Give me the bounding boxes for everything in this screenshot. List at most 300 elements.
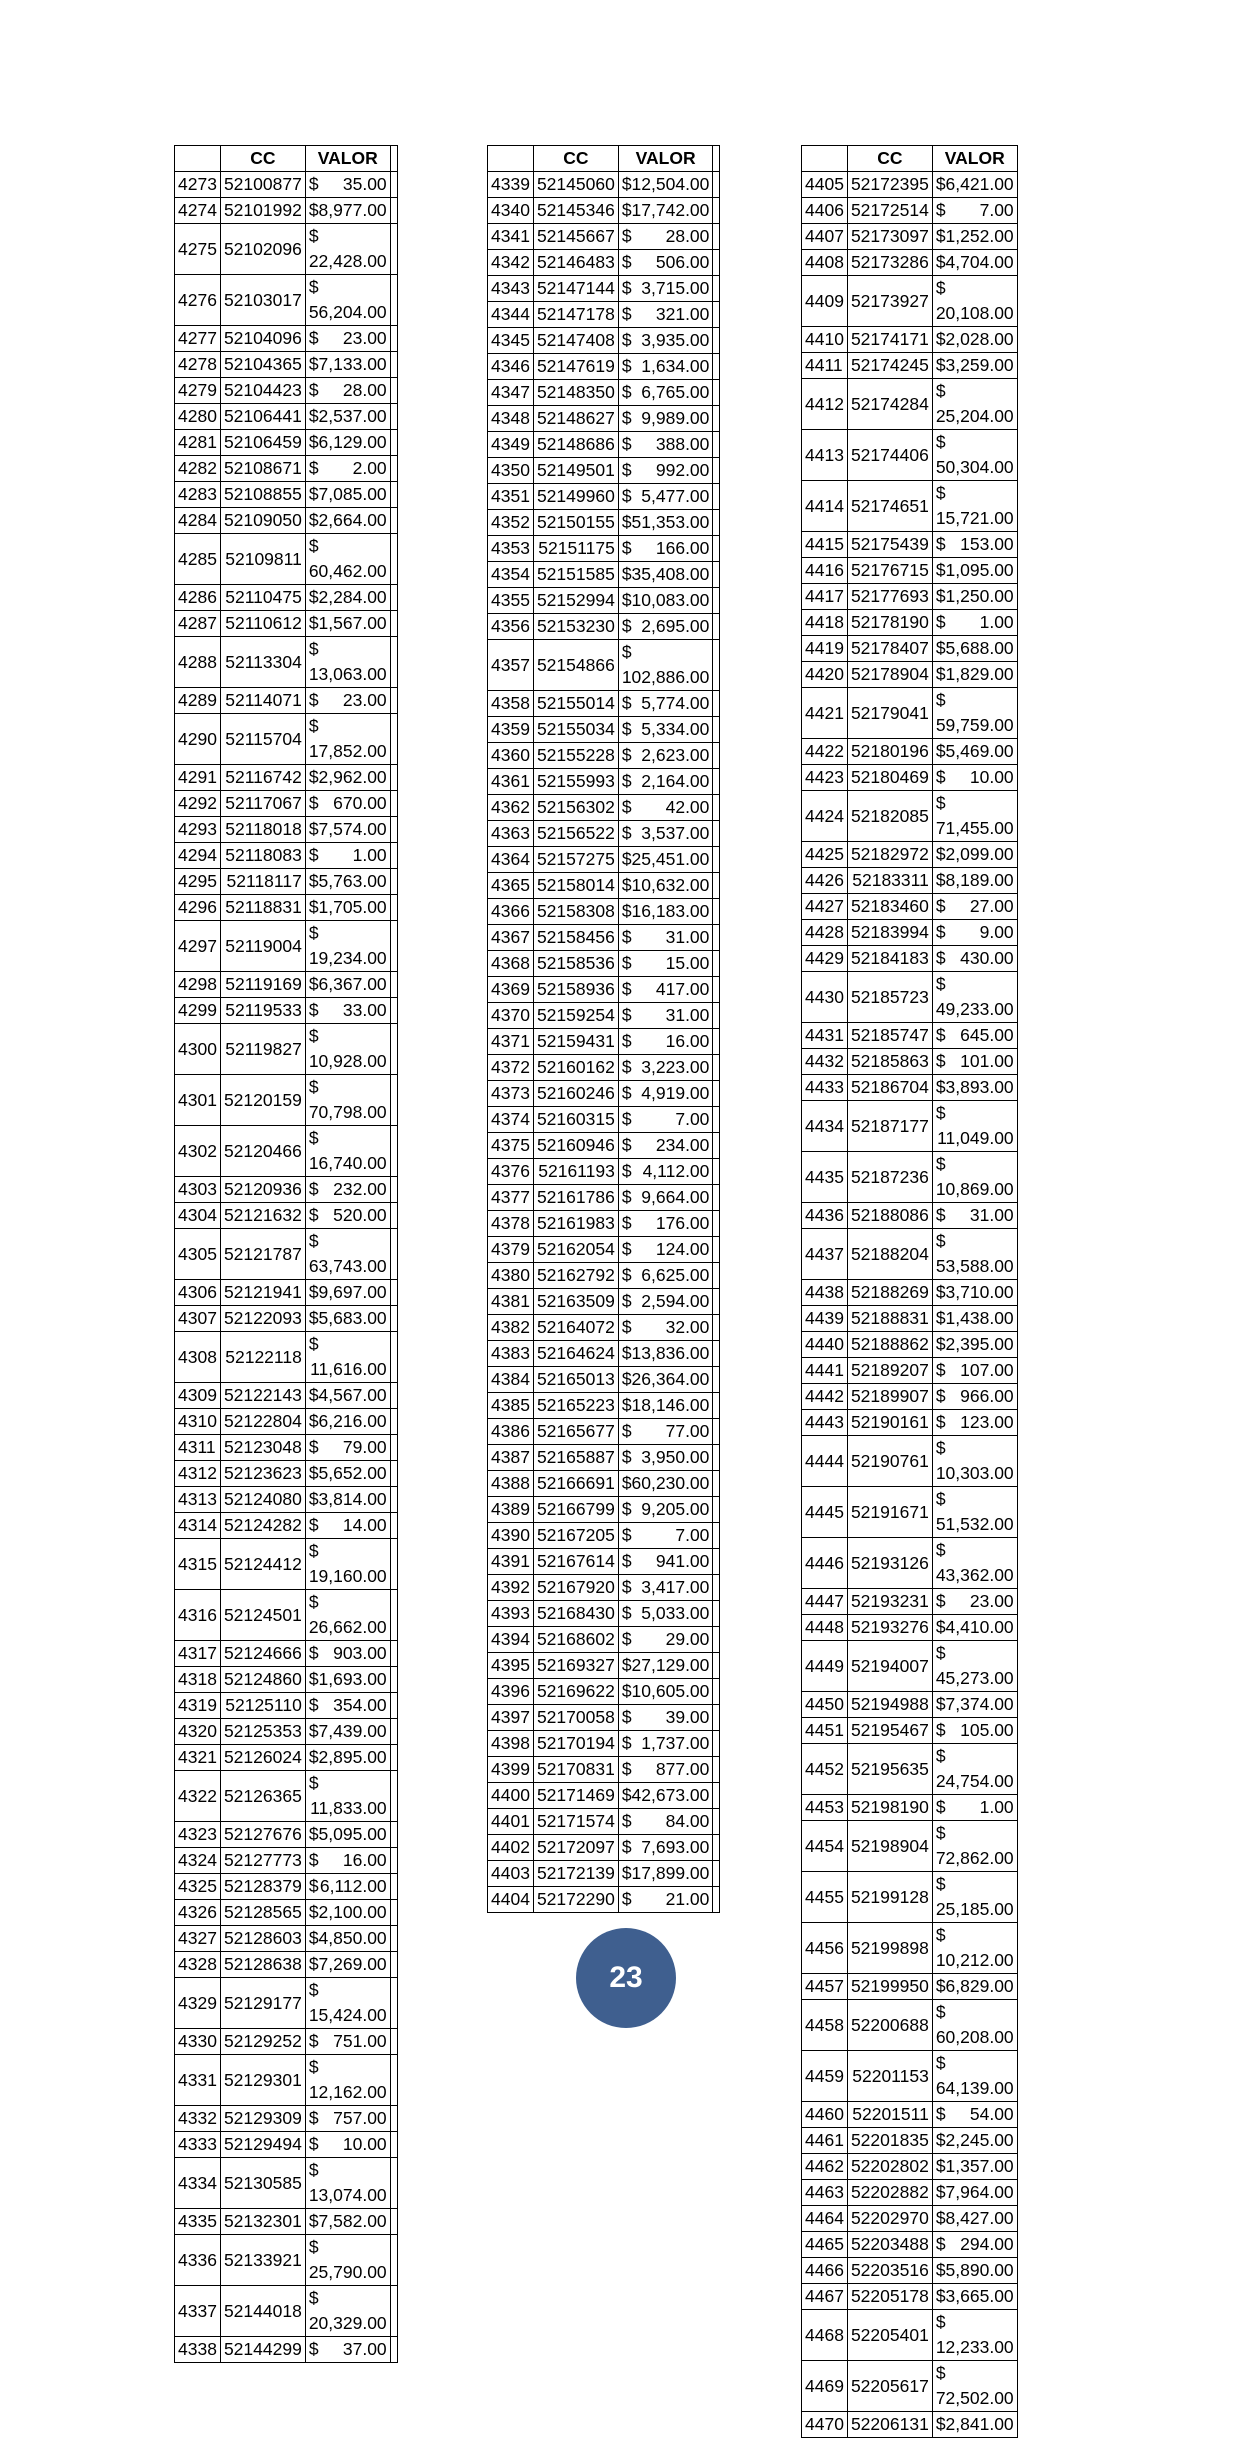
gap-column: [390, 2158, 397, 2209]
currency-symbol: $: [308, 458, 319, 478]
row-number: 4279: [175, 378, 221, 404]
currency-symbol: $: [935, 1282, 946, 1302]
valor-cell: [305, 1900, 390, 1926]
valor-cell: [618, 562, 713, 588]
cc-value: 52155034: [533, 717, 618, 743]
table-row: [802, 1152, 1018, 1203]
table-row: [488, 432, 720, 458]
currency-symbol: $: [621, 1369, 632, 1389]
row-number: 4318: [175, 1667, 221, 1693]
cc-value: 52161786: [533, 1185, 618, 1211]
row-number: 4380: [488, 1263, 534, 1289]
currency-symbol: $: [308, 845, 319, 865]
table-row: [488, 1003, 720, 1029]
table-row: [175, 482, 398, 508]
valor-cell: [305, 430, 390, 456]
currency-symbol: $: [935, 278, 946, 298]
valor-cell: [618, 302, 713, 328]
currency-symbol: $: [308, 1541, 319, 1561]
row-number: 4351: [488, 484, 534, 510]
row-number: 4429: [802, 946, 848, 972]
gap-column: [713, 172, 720, 198]
table-row: [488, 354, 720, 380]
row-number: 4418: [802, 610, 848, 636]
gap-column: [390, 326, 397, 352]
table-row: [175, 585, 398, 611]
table-row: [488, 1159, 720, 1185]
valor-cell: [305, 2158, 390, 2209]
valor-amount: 25,790.00: [308, 2262, 387, 2282]
currency-symbol: $: [935, 690, 946, 710]
valor-cell: [305, 1926, 390, 1952]
valor-cell: [305, 585, 390, 611]
gap-column: [390, 688, 397, 714]
cc-value: 52123623: [220, 1461, 305, 1487]
valor-amount: 10,303.00: [935, 1463, 1014, 1483]
currency-symbol: $: [935, 226, 946, 246]
gap-column: [390, 430, 397, 456]
valor-cell: [932, 1203, 1017, 1229]
valor-amount: 26,364.00: [631, 1369, 710, 1389]
table-row: [175, 688, 398, 714]
valor-amount: 1.00: [979, 612, 1014, 632]
cc-value: 52189907: [847, 1384, 932, 1410]
table-row: [175, 1306, 398, 1332]
currency-symbol: $: [621, 330, 632, 350]
table-row: [175, 972, 398, 998]
cc-value: 52185863: [847, 1049, 932, 1075]
table-row: [175, 1229, 398, 1280]
currency-symbol: $: [935, 560, 946, 580]
row-number: 4414: [802, 481, 848, 532]
table-row: [175, 198, 398, 224]
cc-value: 52168602: [533, 1627, 618, 1653]
table-row: [802, 791, 1018, 842]
valor-amount: 2,623.00: [641, 745, 710, 765]
valor-amount: 153.00: [960, 534, 1014, 554]
valor-cell: [932, 198, 1017, 224]
currency-symbol: $: [308, 1902, 319, 1922]
table-row: [488, 1367, 720, 1393]
valor-amount: 10.00: [969, 767, 1014, 787]
valor-amount: 1,737.00: [641, 1733, 710, 1753]
valor-amount: 19,160.00: [308, 1566, 387, 1586]
valor-cell: [305, 1024, 390, 1075]
gap-column: [713, 1315, 720, 1341]
gap-column: [390, 637, 397, 688]
valor-amount: 6,625.00: [641, 1265, 710, 1285]
table-row: [488, 198, 720, 224]
gap-column: [390, 1719, 397, 1745]
header-number: [488, 146, 534, 172]
table-row: [175, 817, 398, 843]
currency-symbol: $: [935, 1438, 946, 1458]
row-number: 4443: [802, 1410, 848, 1436]
cc-value: 52187177: [847, 1101, 932, 1152]
table-row: [802, 1872, 1018, 1923]
valor-cell: [932, 1410, 1017, 1436]
cc-value: 52122093: [220, 1306, 305, 1332]
valor-amount: 3,950.00: [641, 1447, 710, 1467]
valor-amount: 10,212.00: [935, 1950, 1014, 1970]
valor-amount: 1,095.00: [945, 560, 1014, 580]
row-number: 4458: [802, 2000, 848, 2051]
valor-amount: 5,095.00: [318, 1824, 387, 1844]
valor-cell: [932, 2128, 1017, 2154]
cc-value: 52160246: [533, 1081, 618, 1107]
currency-symbol: $: [308, 1308, 319, 1328]
cc-value: 52148627: [533, 406, 618, 432]
valor-cell: [618, 328, 713, 354]
table-row: [175, 1383, 398, 1409]
gap-column: [390, 404, 397, 430]
row-number: 4365: [488, 873, 534, 899]
cc-value: 52162792: [533, 1263, 618, 1289]
table-row: [802, 172, 1018, 198]
valor-cell: [618, 588, 713, 614]
currency-symbol: $: [308, 587, 319, 607]
cc-value: 52114071: [220, 688, 305, 714]
valor-cell: [305, 1306, 390, 1332]
row-number: 4326: [175, 1900, 221, 1926]
gap-column: [390, 1822, 397, 1848]
row-number: 4333: [175, 2132, 221, 2158]
table-row: [175, 998, 398, 1024]
table-row: [488, 1185, 720, 1211]
currency-symbol: $: [308, 613, 319, 633]
table-row: [802, 662, 1018, 688]
table-row: [802, 1692, 1018, 1718]
currency-symbol: $: [308, 174, 319, 194]
cc-value: 52110612: [220, 611, 305, 637]
gap-column: [713, 1393, 720, 1419]
valor-amount: 5,774.00: [641, 693, 710, 713]
currency-symbol: $: [621, 1863, 632, 1883]
table-row: [175, 843, 398, 869]
table-row: [802, 972, 1018, 1023]
currency-symbol: $: [621, 1213, 632, 1233]
valor-cell: [932, 2412, 1017, 2438]
valor-cell: [305, 1745, 390, 1771]
row-number: 4352: [488, 510, 534, 536]
currency-symbol: $: [935, 1746, 946, 1766]
valor-cell: [618, 873, 713, 899]
row-number: 4299: [175, 998, 221, 1024]
cc-value: 52170058: [533, 1705, 618, 1731]
currency-symbol: $: [308, 226, 319, 246]
valor-cell: [618, 1055, 713, 1081]
valor-cell: [305, 714, 390, 765]
valor-cell: [618, 1367, 713, 1393]
currency-symbol: $: [935, 1694, 946, 1714]
currency-symbol: $: [621, 1525, 632, 1545]
table-row: [488, 614, 720, 640]
currency-symbol: $: [935, 174, 946, 194]
currency-symbol: $: [621, 512, 632, 532]
table-row: [802, 198, 1018, 224]
valor-amount: 176.00: [655, 1213, 710, 1233]
gap-column: [713, 328, 720, 354]
currency-symbol: $: [621, 434, 632, 454]
valor-amount: 15,721.00: [935, 508, 1014, 528]
cc-value: 52148686: [533, 432, 618, 458]
valor-cell: [305, 2029, 390, 2055]
valor-cell: [305, 1487, 390, 1513]
table-row: [175, 378, 398, 404]
valor-cell: [618, 536, 713, 562]
valor-cell: [305, 2337, 390, 2363]
cc-value: 52129494: [220, 2132, 305, 2158]
currency-symbol: $: [935, 2286, 946, 2306]
cc-value: 52186704: [847, 1075, 932, 1101]
valor-cell: [618, 717, 713, 743]
cc-value: 52205178: [847, 2284, 932, 2310]
cc-value: 52170831: [533, 1757, 618, 1783]
valor-amount: 11,616.00: [310, 1359, 387, 1379]
row-number: 4438: [802, 1280, 848, 1306]
valor-amount: 107.00: [960, 1360, 1014, 1380]
row-number: 4324: [175, 1848, 221, 1874]
cc-value: 52201835: [847, 2128, 932, 2154]
valor-amount: 1,829.00: [945, 664, 1014, 684]
valor-cell: [618, 276, 713, 302]
currency-symbol: $: [308, 923, 319, 943]
valor-amount: 102,886.00: [621, 667, 710, 687]
table-row: [488, 951, 720, 977]
table-row: [802, 1974, 1018, 2000]
row-number: 4440: [802, 1332, 848, 1358]
table-row: [175, 1900, 398, 1926]
table-row: [802, 1615, 1018, 1641]
gap-column: [390, 1280, 397, 1306]
valor-cell: [618, 1471, 713, 1497]
cc-value: 52177693: [847, 584, 932, 610]
currency-symbol: $: [308, 1721, 319, 1741]
row-number: 4359: [488, 717, 534, 743]
cc-value: 52130585: [220, 2158, 305, 2209]
valor-amount: 751.00: [333, 2031, 387, 2051]
currency-symbol: $: [621, 849, 632, 869]
row-number: 4390: [488, 1523, 534, 1549]
currency-symbol: $: [935, 2312, 946, 2332]
valor-amount: 966.00: [960, 1386, 1014, 1406]
row-number: 4335: [175, 2209, 221, 2235]
currency-symbol: $: [308, 767, 319, 787]
valor-cell: [618, 406, 713, 432]
valor-cell: [305, 869, 390, 895]
valor-cell: [932, 2051, 1017, 2102]
currency-symbol: $: [621, 1603, 632, 1623]
row-number: 4332: [175, 2106, 221, 2132]
gap-column: [390, 2106, 397, 2132]
currency-symbol: $: [308, 1334, 319, 1354]
cc-value: 52115704: [220, 714, 305, 765]
gap-column: [390, 817, 397, 843]
table-row: [488, 925, 720, 951]
gap-column: [713, 380, 720, 406]
valor-amount: 16,183.00: [631, 901, 710, 921]
cc-value: 52151175: [533, 536, 618, 562]
currency-symbol: $: [621, 538, 632, 558]
valor-amount: 3,537.00: [641, 823, 710, 843]
gap-column: [390, 1926, 397, 1952]
row-number: 4331: [175, 2055, 221, 2106]
currency-symbol: $: [308, 1515, 319, 1535]
table-row: [802, 842, 1018, 868]
valor-cell: [932, 430, 1017, 481]
currency-symbol: $: [935, 870, 946, 890]
row-number: 4344: [488, 302, 534, 328]
table-row: [802, 868, 1018, 894]
cc-value: 52166691: [533, 1471, 618, 1497]
row-number: 4427: [802, 894, 848, 920]
table-row: [175, 1590, 398, 1641]
valor-amount: 20,108.00: [935, 303, 1014, 323]
gap-column: [713, 640, 720, 691]
currency-symbol: $: [621, 719, 632, 739]
currency-symbol: $: [308, 1179, 319, 1199]
currency-symbol: $: [621, 979, 632, 999]
gap-column: [713, 1107, 720, 1133]
currency-symbol: $: [935, 974, 946, 994]
cc-value: 52150155: [533, 510, 618, 536]
currency-symbol: $: [308, 1437, 319, 1457]
cc-value: 52161983: [533, 1211, 618, 1237]
currency-symbol: $: [621, 1577, 632, 1597]
cc-value: 52118083: [220, 843, 305, 869]
currency-symbol: $: [621, 1343, 632, 1363]
row-number: 4374: [488, 1107, 534, 1133]
valor-amount: 50,304.00: [935, 457, 1014, 477]
table-row: [802, 610, 1018, 636]
currency-symbol: $: [308, 2057, 319, 2077]
valor-amount: 28.00: [665, 226, 710, 246]
valor-cell: [932, 2206, 1017, 2232]
row-number: 4450: [802, 1692, 848, 1718]
table-row: [175, 1822, 398, 1848]
valor-amount: 166.00: [655, 538, 710, 558]
currency-symbol: $: [308, 1695, 319, 1715]
currency-symbol: $: [621, 1057, 632, 1077]
table-row: [802, 1795, 1018, 1821]
currency-symbol: $: [308, 1824, 319, 1844]
row-number: 4433: [802, 1075, 848, 1101]
valor-cell: [932, 765, 1017, 791]
valor-cell: [618, 484, 713, 510]
cc-value: 52175439: [847, 532, 932, 558]
table-row: [488, 1627, 720, 1653]
table-row: [802, 946, 1018, 972]
currency-symbol: $: [935, 1823, 946, 1843]
table-row: [488, 224, 720, 250]
cc-value: 52146483: [533, 250, 618, 276]
currency-symbol: $: [935, 2260, 946, 2280]
row-number: 4310: [175, 1409, 221, 1435]
row-number: 4457: [802, 1974, 848, 2000]
row-number: 4280: [175, 404, 221, 430]
row-number: 4361: [488, 769, 534, 795]
valor-amount: 123.00: [960, 1412, 1014, 1432]
valor-amount: 3,935.00: [641, 330, 710, 350]
valor-cell: [305, 275, 390, 326]
valor-amount: 4,410.00: [945, 1617, 1014, 1637]
gap-column: [390, 791, 397, 817]
valor-amount: 354.00: [333, 1695, 387, 1715]
currency-symbol: $: [308, 1282, 319, 1302]
cc-value: 52191671: [847, 1487, 932, 1538]
currency-symbol: $: [308, 1954, 319, 1974]
valor-cell: [618, 951, 713, 977]
currency-symbol: $: [935, 2234, 946, 2254]
table-row: [802, 1487, 1018, 1538]
valor-cell: [618, 1445, 713, 1471]
currency-symbol: $: [621, 901, 632, 921]
valor-amount: 17,852.00: [308, 741, 387, 761]
currency-symbol: $: [621, 1161, 632, 1181]
valor-amount: 32.00: [665, 1317, 710, 1337]
currency-symbol: $: [935, 1720, 946, 1740]
currency-symbol: $: [308, 2134, 319, 2154]
currency-symbol: $: [935, 922, 946, 942]
currency-symbol: $: [935, 2208, 946, 2228]
table-row: [488, 562, 720, 588]
row-number: 4367: [488, 925, 534, 951]
row-number: 4419: [802, 636, 848, 662]
valor-amount: 77.00: [665, 1421, 710, 1441]
valor-amount: 7,374.00: [945, 1694, 1014, 1714]
gap-column: [713, 1159, 720, 1185]
row-number: 4377: [488, 1185, 534, 1211]
cc-value: 52128603: [220, 1926, 305, 1952]
cc-value: 52160946: [533, 1133, 618, 1159]
cc-value: 52108855: [220, 482, 305, 508]
row-number: 4305: [175, 1229, 221, 1280]
currency-symbol: $: [308, 2288, 319, 2308]
currency-symbol: $: [308, 2031, 319, 2051]
table-row: [488, 717, 720, 743]
cc-value: 52173927: [847, 276, 932, 327]
valor-amount: 903.00: [333, 1643, 387, 1663]
table-row: [802, 1821, 1018, 1872]
currency-symbol: $: [308, 200, 319, 220]
cc-value: 52124501: [220, 1590, 305, 1641]
row-number: 4314: [175, 1513, 221, 1539]
valor-cell: [618, 1601, 713, 1627]
valor-cell: [932, 1487, 1017, 1538]
valor-cell: [305, 1075, 390, 1126]
gap-column: [390, 1229, 397, 1280]
valor-amount: 13,836.00: [631, 1343, 710, 1363]
row-number: 4454: [802, 1821, 848, 1872]
row-number: 4445: [802, 1487, 848, 1538]
cc-value: 52126024: [220, 1745, 305, 1771]
cc-value: 52124666: [220, 1641, 305, 1667]
currency-symbol: $: [308, 1876, 319, 1896]
valor-cell: [305, 482, 390, 508]
row-number: 4349: [488, 432, 534, 458]
gap-column: [713, 1081, 720, 1107]
valor-cell: [932, 1358, 1017, 1384]
cc-value: 52202802: [847, 2154, 932, 2180]
currency-symbol: $: [935, 948, 946, 968]
valor-cell: [618, 691, 713, 717]
cc-value: 52174245: [847, 353, 932, 379]
gap-column: [390, 378, 397, 404]
table-row: [488, 1575, 720, 1601]
valor-cell: [932, 868, 1017, 894]
row-number: 4298: [175, 972, 221, 998]
row-number: 4294: [175, 843, 221, 869]
